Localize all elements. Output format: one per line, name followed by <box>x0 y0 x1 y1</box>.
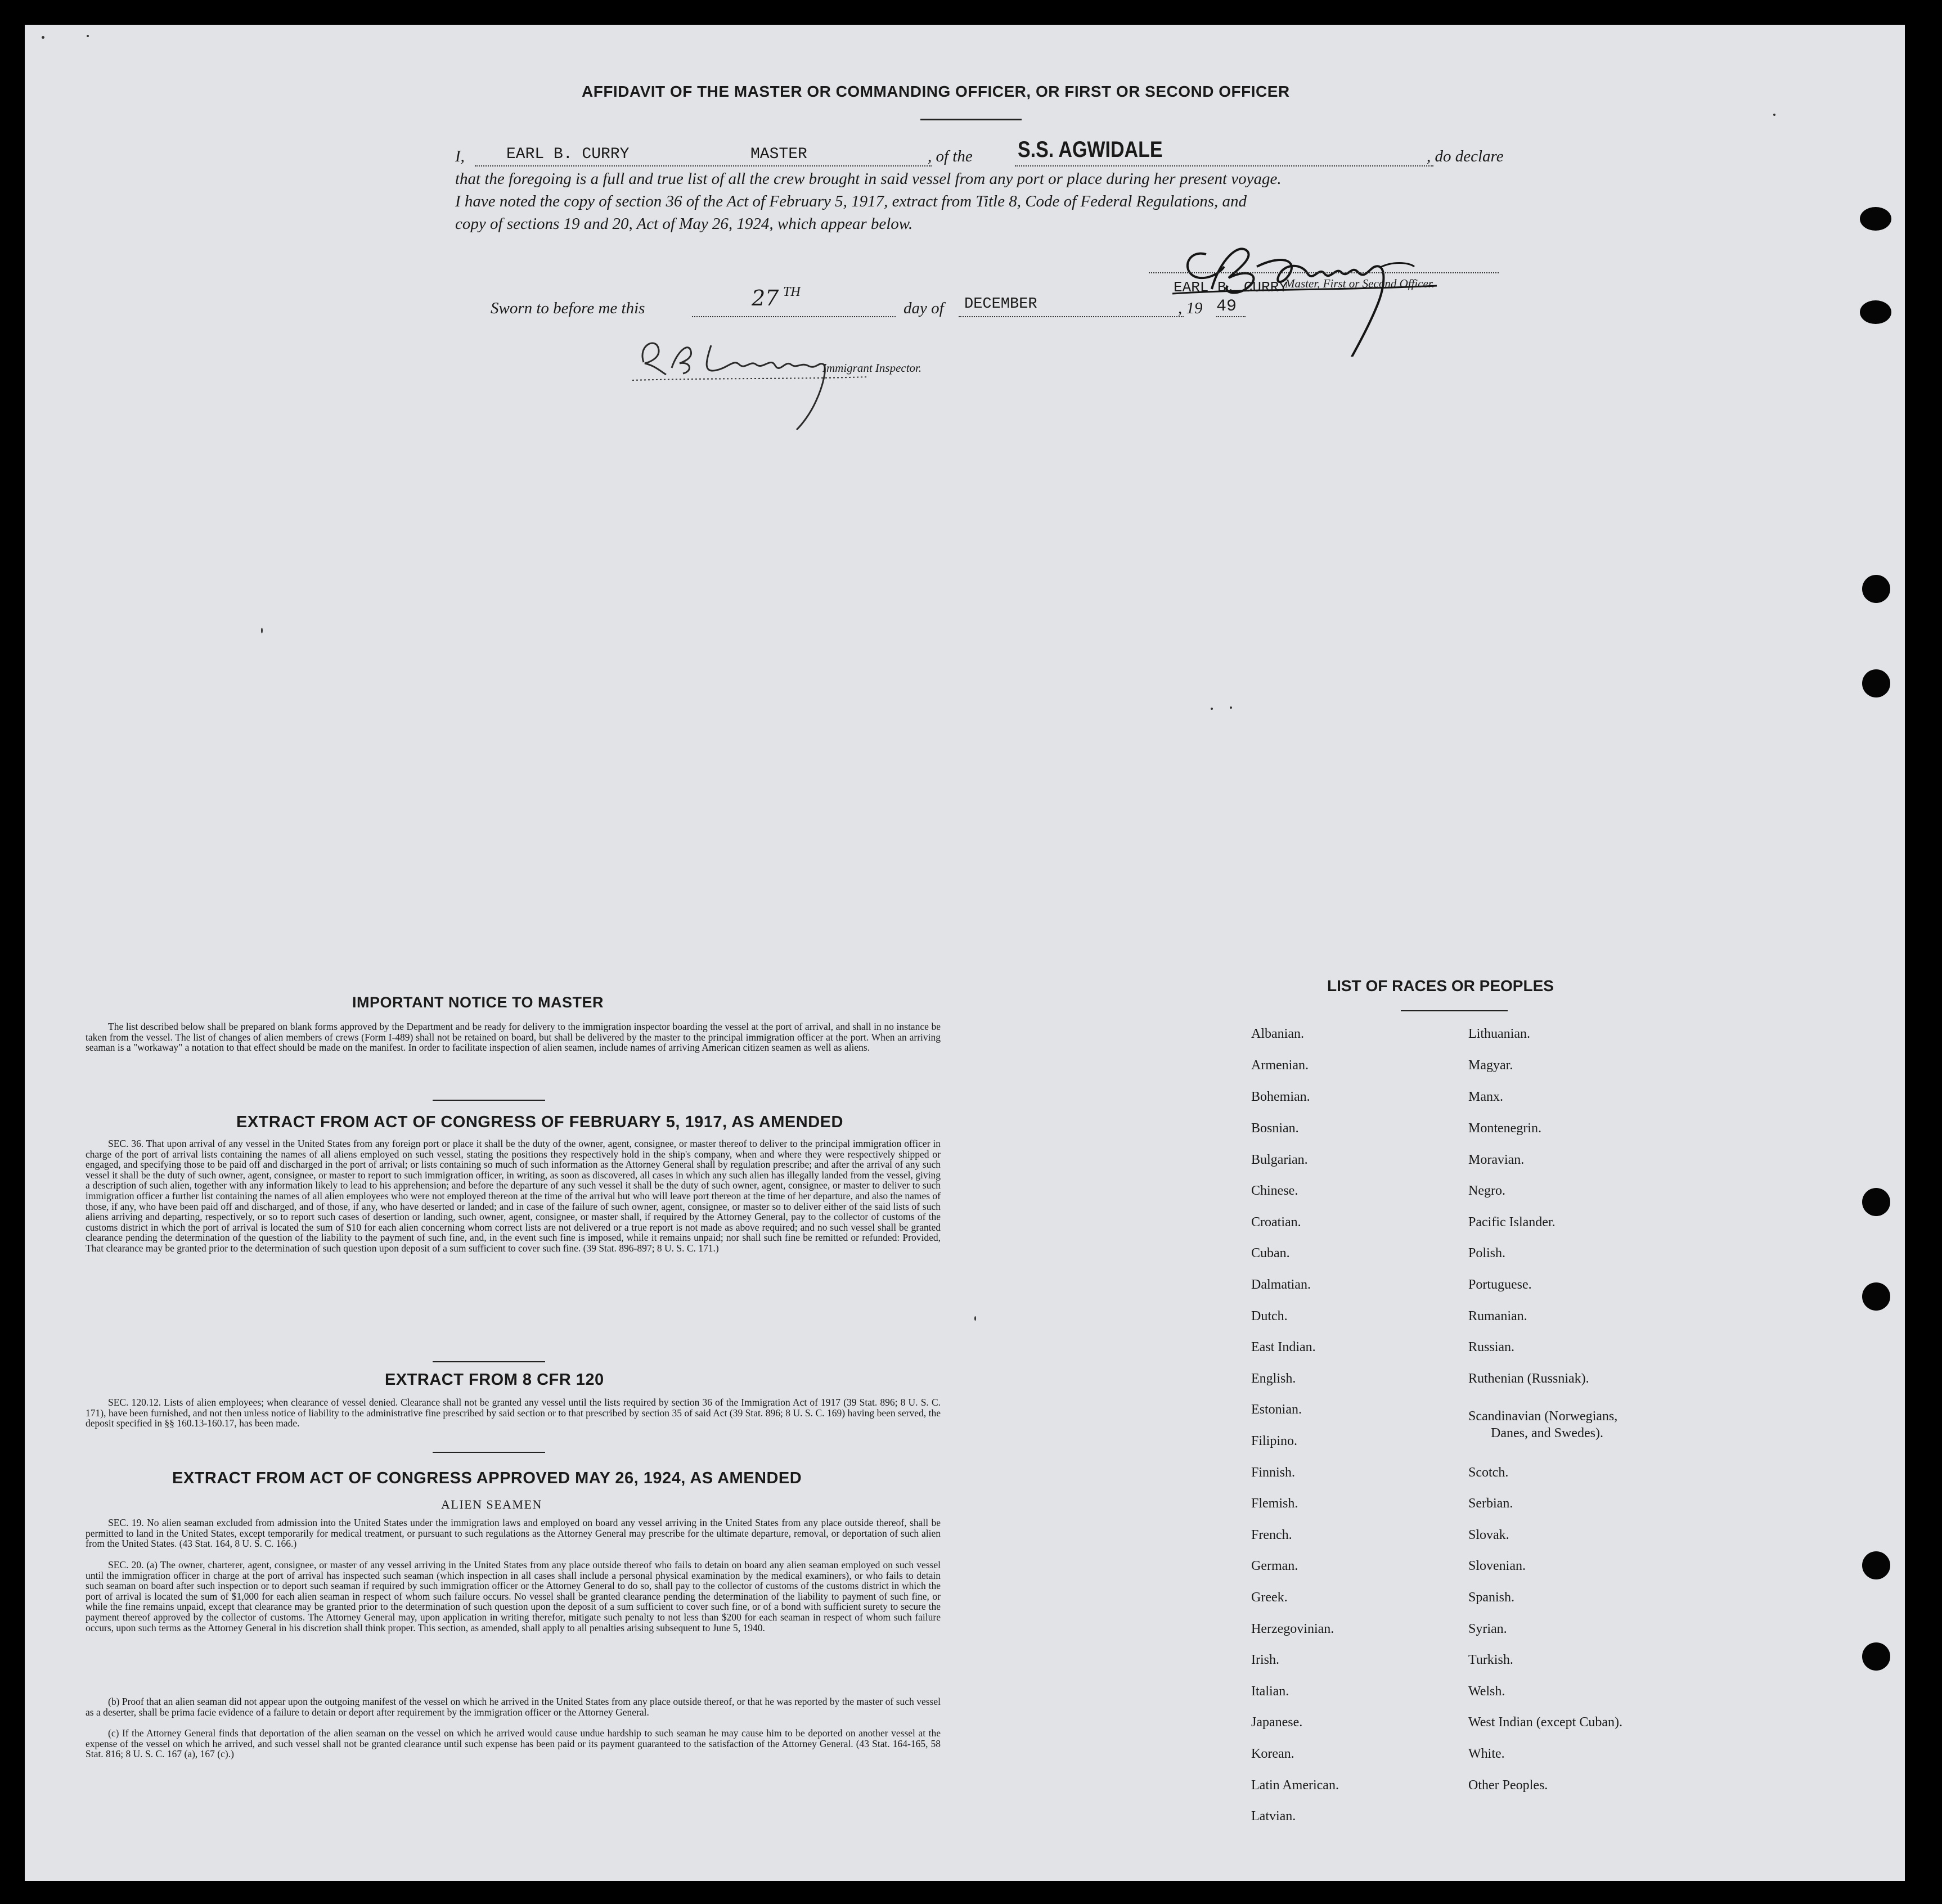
punch-hole <box>1862 1282 1890 1311</box>
year-suffix: 49 <box>1216 297 1237 316</box>
punch-hole <box>1862 575 1890 603</box>
race-item: Armenian. <box>1251 1058 1309 1073</box>
race-item: Slovak. <box>1468 1528 1509 1542</box>
sworn-month: DECEMBER <box>964 296 1037 313</box>
race-item: Manx. <box>1468 1090 1503 1104</box>
extract-1924-title: EXTRACT FROM ACT OF CONGRESS APPROVED MAY 26, 1924, AS AMENDED <box>172 1469 802 1487</box>
race-item: Danes, and Swedes). <box>1491 1426 1603 1441</box>
ship-name-field <box>1015 165 1433 166</box>
extract-1917-text: SEC. 36. That upon arrival of any vessel in the United States from any foreign port or place it shall be the duty of the owner, agent, consignee, or master thereof to deliver to the principal immigration officer in charge of the port of arrival lists containing the names of all aliens employed on such vessel, stating the positions they respectively hold in the ship's company, when and where they were respectively shipped or engaged, and specifying those to be paid off and discharged in the port of arrival; or lists containing so much of such information as the Attorney General shall by regulation prescribe; and after the arrival of any such vessel it shall be the duty of such owner, agent, consignee, or master to report to such immigration officer, in writing, as soon as discovered, all cases in which any such alien has illegally landed from the vessel, giving a description of such alien, together with any information likely to lead to his apprehension; and before the departure of any such vessel it shall be the duty of such owner, agent, consignee, or master to deliver to such immigration officer a further list containing the names of all alien employees who were not employed thereon at the time of the arrival but who will leave port thereon at the time of her departure, and also the names of those, if any, who have been paid off and discharged, and of those, if any, who have deserted or landed; and in case of the failure of such owner, agent, consignee, or master so to deliver either of the said lists of such aliens arriving and departing, respectively, or so to report such cases of desertion or landing, such owner, agent, consignee, or master shall, if required by the Attorney General, pay to the collector of customs of the customs district in which the port of arrival is located the sum of $10 for each alien concerning whom correct lists are not delivered or a true report is not made as above required; and no such vessel shall be granted clearance pending the determination of the question of the liability to the payment of such fine, and, in the event such fine is imposed, while it remains unpaid; nor shall such fine be remitted or refunded: Provided, That clearance may be granted prior to the determination of such question upon deposit of a sum sufficient to cover such fine. (39 Stat. 896-897; 8 U. S. C. 171.) <box>86 1138 941 1254</box>
race-item: Other Peoples. <box>1468 1778 1548 1793</box>
race-item: Bohemian. <box>1251 1090 1310 1104</box>
race-item: Syrian. <box>1468 1622 1507 1636</box>
race-item: Irish. <box>1251 1653 1279 1667</box>
scan-speck <box>42 36 44 39</box>
year-field <box>1216 316 1246 317</box>
race-item: Estonian. <box>1251 1402 1302 1417</box>
race-item: Ruthenian (Russniak). <box>1468 1371 1589 1386</box>
race-item: Bulgarian. <box>1251 1153 1308 1167</box>
master-rank: MASTER <box>750 146 807 163</box>
race-item: Latvian. <box>1251 1809 1296 1824</box>
race-item: Lithuanian. <box>1468 1027 1530 1041</box>
signature-line <box>1149 272 1499 273</box>
sec-19-text: SEC. 19. No alien seaman excluded from admission into the United States under the immigration laws and employed on board any vessel arriving in the United States from any place outside thereof, shall be permitted to land in the United States, except temporarily for medical treatment, or pursuant to such regulations as the Attorney General may prescribe for the ultimate departure, removal, or deportation of such alien from the United States. (43 Stat. 164, 8 U. S. C. 166.) <box>86 1517 941 1550</box>
master-name-field <box>475 165 932 166</box>
races-divider <box>1401 1010 1508 1011</box>
scan-speck <box>1230 706 1232 709</box>
race-item: Negro. <box>1468 1183 1505 1198</box>
race-item: Russian. <box>1468 1340 1515 1354</box>
extract-cfr-divider <box>433 1452 545 1453</box>
scan-speck <box>1211 708 1213 710</box>
declaration-line-1 <box>455 147 465 166</box>
race-item: Serbian. <box>1468 1496 1513 1511</box>
race-item: Filipino. <box>1251 1434 1298 1448</box>
scan-speck <box>87 35 89 37</box>
race-item: Scandinavian (Norwegians, <box>1468 1409 1618 1424</box>
notice-title: IMPORTANT NOTICE TO MASTER <box>352 994 604 1011</box>
race-item: Portuguese. <box>1468 1277 1532 1292</box>
scan-speck <box>261 628 263 633</box>
race-item: Welsh. <box>1468 1684 1505 1699</box>
punch-hole <box>1862 1188 1890 1216</box>
day-of-label: day of <box>903 299 944 317</box>
race-item: West Indian (except Cuban). <box>1468 1715 1622 1730</box>
punch-hole <box>1860 300 1891 324</box>
race-item: Flemish. <box>1251 1496 1298 1511</box>
document-page <box>25 25 1905 1881</box>
race-item: Italian. <box>1251 1684 1289 1699</box>
sworn-day-field <box>692 316 896 317</box>
sworn-day: 27 <box>752 286 779 310</box>
inspector-caption: Immigrant Inspector. <box>822 361 922 375</box>
sec-20a-text: SEC. 20. (a) The owner, charterer, agent, consignee, or master of any vessel arriving in the United States from any place outside thereof who fails to detain on board any alien seaman employed on such vessel until the immigration officer in charge at the port of arrival has inspected such seaman (which inspection in all cases shall include a personal physical examination by the medical examiners), or who fails to detain such seaman on board after such inspection or to deport such seaman if required by such immigration officer or the Attorney General to do so, shall pay to the collector of customs of the customs district in which the port of arrival is located the sum of $1,000 for each alien seaman in respect of whom such failure occurs. No vessel shall be granted clearance pending the determination of the liability to payment of such fine, or while the fine remains unpaid, except that clearance may be granted prior to the determination of such question upon the deposit of a sum sufficient to cover such fine, or of a bond with sufficient surety to secure the payment thereof approved by the collector of customs. The Attorney General may, upon application in writing therefor, mitigate such penalty to not less than $200 for each seaman in respect of whom such failure occurs, upon such terms as the Attorney General in his discretion shall think proper. This section, as amended, shall apply to all penalties arising subsequent to June 5, 1940. <box>86 1559 941 1633</box>
race-item: Greek. <box>1251 1590 1288 1605</box>
race-item: French. <box>1251 1528 1292 1542</box>
race-item: Chinese. <box>1251 1183 1298 1198</box>
race-item: Moravian. <box>1468 1153 1525 1167</box>
extract-1924-subtitle: ALIEN SEAMEN <box>441 1497 542 1511</box>
race-item: Polish. <box>1468 1246 1506 1261</box>
affidavit-title: AFFIDAVIT OF THE MASTER OR COMMANDING OFFICER, OR FIRST OR SECOND OFFICER <box>582 83 1290 100</box>
ship-name: S.S. AGWIDALE <box>1018 137 1163 162</box>
race-item: Albanian. <box>1251 1027 1304 1041</box>
race-item: Dalmatian. <box>1251 1277 1311 1292</box>
race-item: Latin American. <box>1251 1778 1339 1793</box>
do-declare-label: , do declare <box>1427 147 1504 165</box>
race-item: Spanish. <box>1468 1590 1515 1605</box>
notice-divider <box>433 1100 545 1101</box>
race-item: Cuban. <box>1251 1246 1290 1261</box>
race-item: Rumanian. <box>1468 1309 1527 1324</box>
scan-speck <box>1773 114 1775 116</box>
declaration-line-4: copy of sections 19 and 20, Act of May 26, 1924, which appear below. <box>455 215 913 233</box>
race-item: Scotch. <box>1468 1465 1509 1480</box>
i-label: I, <box>455 147 465 165</box>
year-prefix: , 19 <box>1178 299 1203 317</box>
signature-typed-name: EARL B. CURRY <box>1174 279 1288 296</box>
race-item: English. <box>1251 1371 1296 1386</box>
punch-hole <box>1860 207 1891 231</box>
punch-hole <box>1862 669 1890 697</box>
race-item: Dutch. <box>1251 1309 1288 1324</box>
inspector-signature <box>632 328 885 430</box>
race-item: Korean. <box>1251 1747 1294 1761</box>
races-title: LIST OF RACES OR PEOPLES <box>1327 977 1554 994</box>
race-item: Japanese. <box>1251 1715 1303 1730</box>
punch-hole <box>1862 1551 1890 1579</box>
race-item: Montenegrin. <box>1468 1121 1541 1136</box>
sworn-month-field <box>959 316 1184 317</box>
race-item: Turkish. <box>1468 1653 1513 1667</box>
signature-caption: Master, First or Second Officer. <box>1285 277 1435 290</box>
declaration-line-3: I have noted the copy of section 36 of the Act of February 5, 1917, extract from Title 8, Code of Federal Regulations, and <box>455 192 1247 210</box>
title-divider <box>920 119 1022 120</box>
race-item: Finnish. <box>1251 1465 1296 1480</box>
sworn-day-suffix: TH <box>783 285 801 299</box>
punch-hole <box>1862 1642 1890 1671</box>
declaration-line-2: that the foregoing is a full and true list of all the crew brought in said vessel from any port or place during her present voyage. <box>455 170 1282 188</box>
sec-20c-text: (c) If the Attorney General finds that deportation of the alien seaman on the vessel on which he arrived would cause undue hardship to such seaman he may cause him to be deported on another vessel at the expense of the vessel on which he arrived, and such vessel shall not be granted clearance until such expense has been paid or its payment guaranteed to the satisfaction of the Attorney General. (43 Stat. 164-165, 58 Stat. 816; 8 U. S. C. 167 (a), 167 (c).) <box>86 1727 941 1760</box>
extract-cfr-text: SEC. 120.12. Lists of alien employees; when clearance of vessel denied. Clearance shall not be granted any vessel until the lists required by section 36 of the Immigration Act of 1917 (39 Stat. 896; 8 U. S. C. 171), have been furnished, and not then unless notice of liability to the administrative fine prescribed by said section or to that prescribed by section 35 of said Act (39 Stat. 896; 8 U. S. C. 169) having been served, the deposit specified in §§ 160.13-160.17, has been made. <box>86 1397 941 1429</box>
notice-text: The list described below shall be prepared on blank forms approved by the Department and be ready for delivery to the immigration inspector boarding the vessel at the port of arrival, and shall in no instance be taken from the vessel. The list of changes of alien members of crews (Form I-489) shall not be retained on board, but shall be delivered by the master to the principal immigration officer at the port. When an arriving seaman is a "workaway" a notation to that effect should be made on the manifest. In order to facilitate inspection of alien seamen, include names of arriving American citizen seamen as well as aliens. <box>86 1021 941 1054</box>
scan-speck <box>974 1316 976 1321</box>
sec-20b-text: (b) Proof that an alien seaman did not appear upon the outgoing manifest of the vessel on which he arrived in the United States from any place outside thereof, or that he was reported by the master of such vessel as a deserter, shall be prima facie evidence of a failure to detain or deport after requirement by the immigration officer or the Attorney General. <box>86 1696 941 1718</box>
master-name: EARL B. CURRY <box>506 146 630 163</box>
race-item: Slovenian. <box>1468 1559 1526 1573</box>
race-item: White. <box>1468 1747 1505 1761</box>
race-item: Magyar. <box>1468 1058 1513 1073</box>
race-item: Croatian. <box>1251 1215 1301 1230</box>
extract-1917-title: EXTRACT FROM ACT OF CONGRESS OF FEBRUARY 5, 1917, AS AMENDED <box>236 1113 843 1131</box>
race-item: Herzegovinian. <box>1251 1622 1334 1636</box>
race-item: East Indian. <box>1251 1340 1316 1354</box>
race-item: German. <box>1251 1559 1298 1573</box>
race-item: Pacific Islander. <box>1468 1215 1556 1230</box>
of-the-label: , of the <box>928 147 973 165</box>
race-item: Bosnian. <box>1251 1121 1299 1136</box>
extract-cfr-title: EXTRACT FROM 8 CFR 120 <box>385 1371 604 1389</box>
extract-1917-divider <box>433 1361 545 1362</box>
sworn-label: Sworn to before me this <box>491 299 645 317</box>
